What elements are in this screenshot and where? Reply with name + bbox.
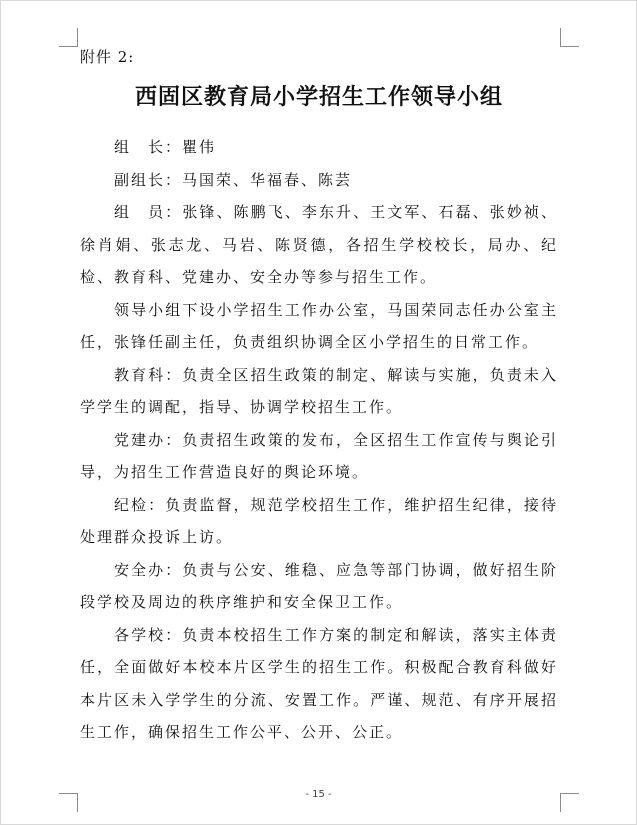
crop-mark-top-right bbox=[560, 28, 579, 47]
paragraph-schools: 各学校：负责本校招生工作方案的制定和解读，落实主体责任，全面做好本校本片区学生的招生工作。积极配合教育科做好本片区未入学学生的分流、安置工作。严谨、规范、有序开展招生工作，确保招生工作公平、公开、公正。 bbox=[80, 625, 558, 741]
paragraph-office: 领导小组下设小学招生工作办公室，马国荣同志任办公室主任，张锋任副主任，负责组织协调全区小学招生的日常工作。 bbox=[80, 300, 558, 351]
paragraph-safety-office: 安全办：负责与公安、维稳、应急等部门协调，做好招生阶段学校及周边的秩序维护和安全保卫工作。 bbox=[80, 560, 558, 611]
paragraph-members: 组 员：张锋、陈鹏飞、李东升、王文军、石磊、张妙祯、徐肖娟、张志龙、马岩、陈贤德，各招生学校校长，局办、纪检、教育科、党建办、安全办等参与招生工作。 bbox=[80, 203, 558, 286]
paragraph-discipline: 纪检：负责监督，规范学校招生工作，维护招生纪律，接待处理群众投诉上访。 bbox=[80, 495, 558, 546]
page-number: - 15 - bbox=[305, 789, 332, 800]
paragraph-education-section: 教育科：负责全区招生政策的制定、解读与实施，负责未入学学生的调配，指导、协调学校招生工作。 bbox=[80, 365, 558, 416]
paragraph-deputy-leaders: 副组长：马国荣、华福春、陈芸 bbox=[114, 170, 353, 189]
attachment-label: 附件 2: bbox=[80, 48, 135, 66]
document-title: 西固区教育局小学招生工作领导小组 bbox=[134, 84, 503, 110]
paragraph-leader: 组 长：瞿伟 bbox=[114, 138, 217, 156]
paragraph-party-office: 党建办：负责招生政策的发布，全区招生工作宣传与舆论引导，为招生工作营造良好的舆论环境。 bbox=[80, 430, 558, 481]
crop-mark-top-left bbox=[59, 28, 78, 47]
document-body bbox=[80, 131, 558, 749]
